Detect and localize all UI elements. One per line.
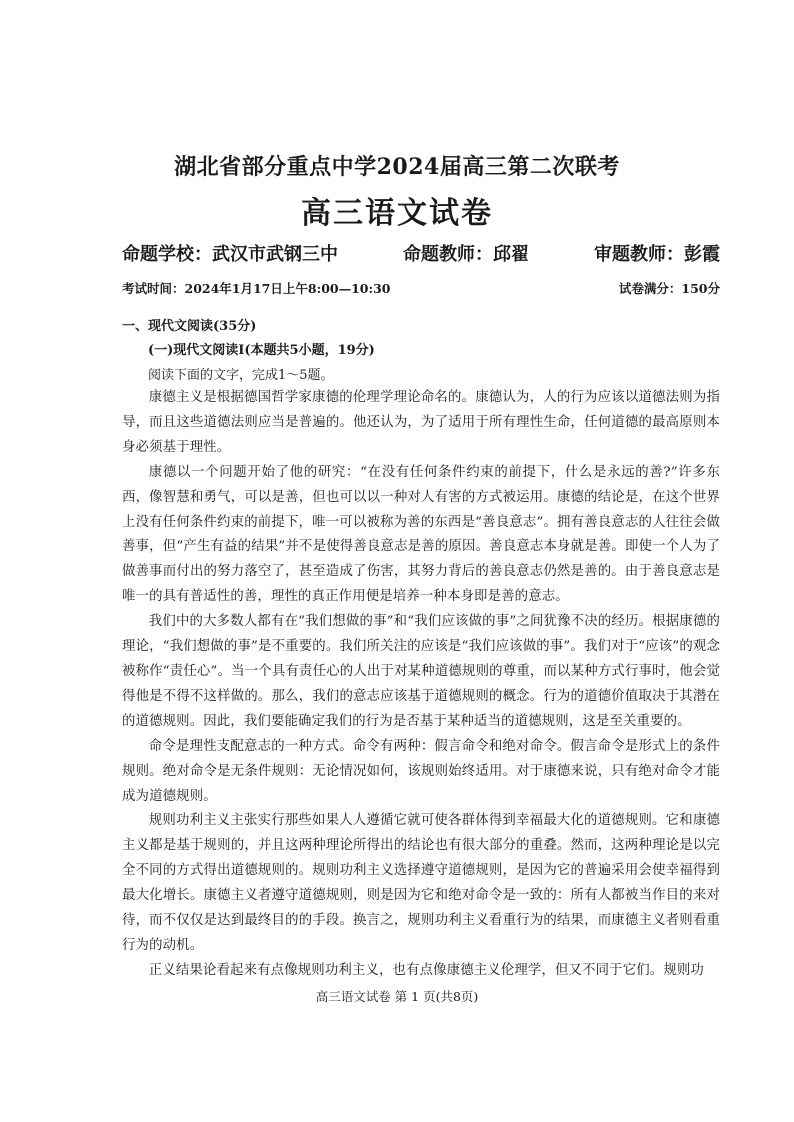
passage-paragraph: 我们中的大多数人都有在“我们想做的事”和“我们应该做的事”之间犹豫不决的经历。根据康德的理论，“我们想做的事”是不重要的。我们所关注的应该是“我们应该做的事”。我们对于“应该”的观念被称作“责任心”。当一个具有责任心的人出于对某种道德规则的尊重，而以某种方式行事时，他会觉得他是不得不这样做的。那么，我们的意志应该基于道德规则的概念。行为的道德价值取决于其潜在的道德规则。因此，我们要能确定我们的行为是否基于某种适当的道德规则，这是至关重要的。 xyxy=(122,614,720,729)
subsection-title: (一)现代文阅读Ⅰ(本题共5小题，19分) xyxy=(148,343,375,358)
passage-paragraph: 康德主义是根据德国哲学家康德的伦理学理论命名的。康德认为，人的行为应该以道德法则为指导，而且这些道德法则应当是普遍的。他还认为，为了适用于所有理性生命，任何道德的最高原则本身必须基于理性。 xyxy=(122,390,720,455)
passage-paragraph: 规则功利主义主张实行那些如果人人遵循它就可使各群体得到幸福最大化的道德规则。它和康德主义都是基于规则的，并且这两种理论所得出的结论也有很大部分的重叠。然而，这两种理论是以完全不同的方式得出道德规则的。规则功利主义选择遵守道德规则，是因为它的普遍采用会使幸福得到最大化增长。康德主义者遵守道德规则，则是因为它和绝对命令是一致的：所有人都被当作目的来对待，而不仅仅是达到最终目的的手段。换言之，规则功利主义看重行为的结果，而康德主义者则看重行为的动机。 xyxy=(122,813,720,953)
passage-paragraph: 命令是理性支配意志的一种方式。命令有两种：假言命令和绝对命令。假言命令是形式上的条件规则。绝对命令是无条件规则：无论情况如何，该规则始终适用。对于康德来说，只有绝对命令才能成为道德规则。 xyxy=(122,738,720,804)
author-reviewer: 审题教师：彭霞 xyxy=(594,244,720,265)
author-school: 命题学校：武汉市武钢三中 xyxy=(122,244,338,265)
passage-paragraph: 康德以一个问题开始了他的研究：“在没有任何条件约束的前提下，什么是永远的善?”许多东西，像智慧和勇气，可以是善，但也可以以一种对人有害的方式被运用。康德的结论是，在这个世界上没有任何条件约束的前提下，唯一可以被称为善的东西是“善良意志”。拥有善良意志的人往往会做善事，但“产生有益的结果”并不是使得善良意志是善的原因。善良意志本身就是善。即使一个人为了做善事而付出的努力落空了，甚至造成了伤害，其努力背后的善良意志仍然是善的。由于善良意志是唯一的具有普适性的善，理性的真正作用便是培养一种本身即是善的意志。 xyxy=(122,464,720,605)
reading-passage xyxy=(122,386,720,984)
exam-time: 考试时间：2024年1月17日上午8:00—10:30 xyxy=(122,281,391,296)
reading-instruction: 阅读下面的文字，完成1～5题。 xyxy=(148,368,334,383)
paper-title: 高三语文试卷 xyxy=(301,196,493,231)
passage-paragraph: 正义结果论看起来有点像规则功利主义，也有点像康德主义伦理学，但又不同于它们。规则功 xyxy=(148,962,704,978)
exam-header-title: 湖北省部分重点中学2024届高三第二次联考 xyxy=(174,154,620,180)
page-footer: 高三语文试卷 第 1 页(共8页) xyxy=(315,989,479,1004)
exam-score: 试卷满分：150分 xyxy=(618,281,720,296)
exam-info-row xyxy=(122,279,720,297)
author-teacher: 命题教师：邱翟 xyxy=(403,244,529,265)
author-info-row xyxy=(122,240,720,266)
section-title: 一、现代文阅读(35分) xyxy=(122,319,257,334)
